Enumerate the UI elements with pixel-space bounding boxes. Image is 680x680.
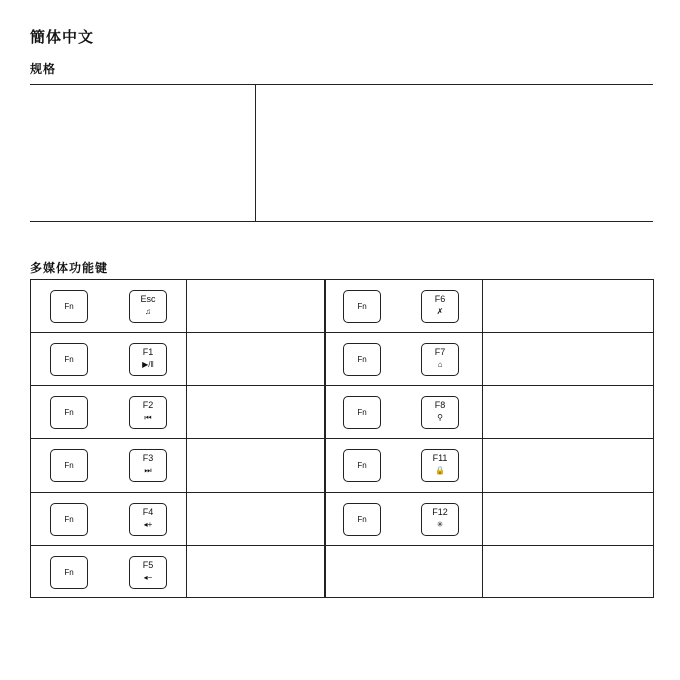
esc-key: Esc ♫ [129, 290, 167, 323]
spec-heading: 规格 [30, 62, 57, 76]
mute-icon: ✗ [436, 307, 444, 316]
f1-key: F1 ▶/‖ [129, 343, 167, 376]
f11-key: F11 🔒 [421, 449, 459, 482]
row-divider [31, 545, 653, 546]
backlight-icon: ✳ [436, 520, 444, 529]
f4-key: F4 ◂+ [129, 503, 167, 536]
multimedia-heading: 多媒体功能键 [30, 261, 109, 275]
row-divider [31, 332, 653, 333]
lock-icon: 🔒 [435, 466, 445, 475]
f12-key: F12 ✳ [421, 503, 459, 536]
search-icon: ⚲ [437, 413, 443, 422]
row-divider [31, 385, 653, 386]
fn-key: Fn [343, 396, 381, 429]
fn-key: Fn [50, 556, 88, 589]
f6-key: F6 ✗ [421, 290, 459, 323]
f8-key: F8 ⚲ [421, 396, 459, 429]
home-icon: ⌂ [437, 360, 443, 369]
f5-key: F5 ◂− [129, 556, 167, 589]
page-title: 簡体中文 [30, 28, 95, 46]
next-track-icon: ⏭ [144, 466, 152, 475]
spec-table-divider [255, 85, 256, 221]
f3-key: F3 ⏭ [129, 449, 167, 482]
spec-table [30, 84, 653, 222]
volume-down-icon: ◂− [143, 573, 153, 582]
play-pause-icon: ▶/‖ [142, 360, 154, 369]
fn-key: Fn [50, 343, 88, 376]
fn-key: Fn [50, 396, 88, 429]
fn-key: Fn [50, 503, 88, 536]
f2-key: F2 ⏮ [129, 396, 167, 429]
fn-key: Fn [343, 449, 381, 482]
fn-key: Fn [50, 290, 88, 323]
row-divider [31, 438, 653, 439]
fn-key: Fn [50, 449, 88, 482]
previous-track-icon: ⏮ [144, 413, 152, 422]
multimedia-table [30, 279, 654, 598]
volume-up-icon: ◂+ [143, 520, 153, 529]
row-divider [31, 492, 653, 493]
music-icon: ♫ [145, 307, 151, 316]
fn-key: Fn [343, 290, 381, 323]
fn-key: Fn [343, 503, 381, 536]
fn-key: Fn [343, 343, 381, 376]
f7-key: F7 ⌂ [421, 343, 459, 376]
